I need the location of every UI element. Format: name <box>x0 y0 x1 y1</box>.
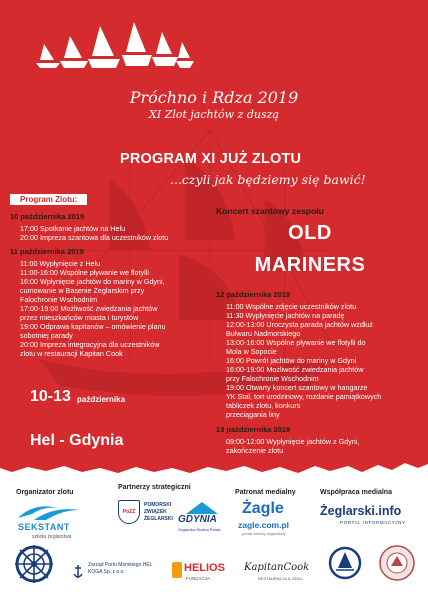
schedule-line: cumowanie w Basenie Żeglarskim przy <box>20 286 145 295</box>
port-line1: Zarząd Portu Morskiego HEL <box>88 562 153 568</box>
port-line2: KOGA Sp. z o.o. <box>88 569 125 575</box>
schedule-line: 11:00 Wypłynięcie z Helu <box>20 259 101 268</box>
schedule-line: przy Falochronie Wschodnim <box>226 374 319 383</box>
ship-wheel-logo[interactable] <box>14 544 54 589</box>
zagle-name: Żagle <box>242 500 284 517</box>
gdynia-logo[interactable] <box>176 500 228 534</box>
event-subtitle: XI Zlot jachtów z duszą <box>149 108 279 121</box>
schedule-line: 19:00 Otwarty koncert szantowy w hangarze <box>226 383 368 392</box>
schedule-line: 16:00 Wpłynięcie jachtów do mariny w Gdyni, <box>20 277 165 286</box>
schedule-line: Falochronie Wschodnim <box>20 295 98 304</box>
schedule-date: 11 października 2019 <box>10 247 84 256</box>
schedule-right <box>216 290 421 455</box>
schedule-line: 09:00-12:00 Wypłynięcie jachtów z Gdyni, <box>226 437 360 446</box>
schedule-line: 11:30 Wypłynięcie jachtów na paradę <box>226 311 345 320</box>
round-emblem-logo[interactable] <box>378 544 416 587</box>
zagle-logo[interactable] <box>236 500 308 540</box>
schedule-line: 17:00 Spotkanie jachtów na Helu <box>20 224 126 233</box>
program-title: PROGRAM XI JUŻ ZLOTU <box>120 151 302 167</box>
program-subtitle: ...czyli jak będziemy się bawić! <box>170 172 366 187</box>
zeglarski-tagline: PORTAL INFORMACYJNY <box>340 520 406 525</box>
schedule-line: zlotu w restauracji Kapitan Cook <box>20 349 123 358</box>
schedule-line: tabliczek zlotu, konkurs <box>226 401 301 410</box>
kapitan-name: KapitanCook <box>244 562 310 573</box>
zagle-url: zagle.com.pl <box>238 520 290 530</box>
ship-wheel-icon <box>14 544 54 584</box>
event-title: Próchno i Rdza 2019 <box>129 88 299 107</box>
media-label: Patronat medialny <box>235 489 296 496</box>
schedule-line: 16:00-19:00 Możliwość zwiedzania jachtów <box>226 365 364 374</box>
schedule-date: 13 października 2019 <box>216 425 291 434</box>
round-emblem-icon <box>378 544 416 582</box>
gdynia-tagline: Żeglarska Stolica Polski <box>178 527 221 532</box>
partners-label: Partnerzy strategiczni <box>118 484 191 491</box>
schedule-line: 17:00-19:00 Możliwość zwiedzania jachtów <box>20 304 158 313</box>
zagle-tagline: portal wiedzy żeglarskiej <box>242 531 286 536</box>
helios-mark-icon <box>172 562 182 578</box>
organizer-label: Organizator zlotu <box>16 489 74 496</box>
yacht-club-badge-logo[interactable] <box>328 542 362 589</box>
schedule-line: 11:00 Wspólne zdjęcie uczestników zlotu <box>226 302 357 311</box>
zeglarski-name: Żeglarski.info <box>320 504 402 518</box>
sekstant-swoosh-icon <box>14 500 86 522</box>
cooperation-label: Współpraca medialna <box>320 489 392 496</box>
event-month: października <box>77 395 126 404</box>
schedule-left <box>10 212 220 358</box>
schedule-line: zakończenie zlotu <box>226 446 284 455</box>
schedule-line: YK Stal, tort urodzinowy, rozdanie pamiątkowych <box>226 392 382 401</box>
schedule-line: 19:00 Odprawa kapitanów – omówienie planu <box>20 322 166 331</box>
anchor-icon <box>72 564 84 580</box>
schedule-line: sobotniej parady <box>20 331 73 340</box>
boats-logo <box>30 18 198 80</box>
schedule-line: 12:00-13:00 Uroczysta parada jachtów wzdłuż <box>226 320 374 329</box>
schedule-date: 12 października 2019 <box>216 290 291 299</box>
schedule-line: 16:00 Powrót jachtów do mariny w Gdyni <box>226 356 357 365</box>
schedule-line: 20:00 Impreza integracyjna dla uczestników <box>20 340 160 349</box>
pzz-badge: PoZŻ <box>118 500 140 524</box>
kapitan-cook-logo[interactable] <box>244 560 322 586</box>
schedule-date: 10 października 2019 <box>10 212 85 221</box>
yacht-club-badge-icon <box>328 542 362 584</box>
band-name-line2: MARINERS <box>254 254 366 276</box>
concert-label: Koncert szantowy zespołu <box>216 206 324 216</box>
sekstant-logo[interactable] <box>14 500 86 544</box>
helios-tagline: FUNDACJA <box>186 576 211 581</box>
schedule-line: przeciągania liny <box>226 410 280 419</box>
schedule-line: 20:00 Impreza szantowa dla uczestników zlotu <box>20 233 169 242</box>
sekstant-name: SEKSTANT <box>18 522 70 532</box>
helios-logo[interactable] <box>172 560 236 586</box>
program-badge: Program Zlotu: <box>10 194 87 205</box>
schedule-line: przez mieszkańców miasta i turystów <box>20 313 139 322</box>
pzz-line1: POMORSKI <box>144 502 172 508</box>
schedule-line: 11:00-16:00 Wspólne pływanie we flotylli <box>20 268 149 277</box>
zeglarski-logo[interactable] <box>320 504 424 534</box>
schedule-line: Bulwaru Nadmorskiego <box>226 329 301 338</box>
pzz-line2: ZWIĄZEK <box>144 509 167 515</box>
port-hel-logo[interactable] <box>72 560 172 584</box>
sekstant-tagline: szkoła żeglarstwa <box>32 534 72 540</box>
pzz-line3: ŻEGLARSKI <box>144 516 173 522</box>
kapitan-tagline: RESTAURACJA & GRILL <box>258 576 304 581</box>
event-route: Hel - Gdynia <box>30 432 124 449</box>
band-name-line1: OLD <box>288 222 332 244</box>
schedule-line: 13:00-16:00 Wspólne pływanie we flotylli do <box>226 338 366 347</box>
gdynia-name: GDYNIA <box>178 514 217 525</box>
helios-name: HELIOS <box>184 562 225 574</box>
event-dates: 10-13 <box>30 388 71 405</box>
schedule-line: Mola w Sopocie <box>226 347 277 356</box>
pzz-logo[interactable] <box>118 496 178 532</box>
